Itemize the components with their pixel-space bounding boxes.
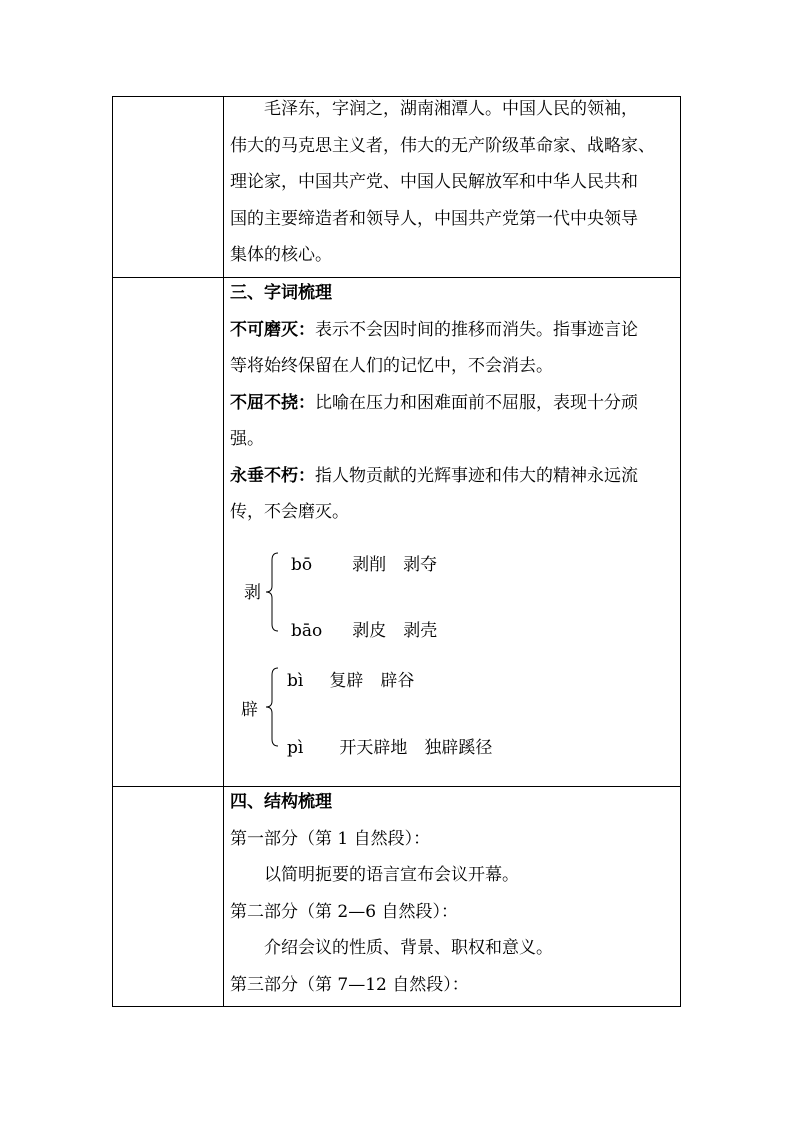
polyphone-group xyxy=(244,548,544,644)
section-heading: 三、字词梳理 xyxy=(230,283,332,303)
table-border-left xyxy=(112,96,113,1007)
reading-words: 剥削 剥夺 xyxy=(352,555,438,575)
word-term: 不屈不挠： xyxy=(230,392,315,413)
structure-desc: 以简明扼要的语言宣布会议开幕。 xyxy=(264,865,519,885)
word-definition: 表示不会因时间的推移而消失。指事迹言论 xyxy=(315,319,638,340)
table-column-divider xyxy=(223,96,224,1007)
intro-line: 伟大的马克思主义者，伟大的无产阶级革命家、战略家、 xyxy=(230,135,655,156)
structure-part: 第二部分（第 2—6 自然段）： xyxy=(230,901,458,922)
reading-line xyxy=(291,616,437,641)
word-definition-cont: 强。 xyxy=(230,429,264,449)
left-brace xyxy=(264,667,280,747)
structure-desc: 介绍会议的性质、背景、职权和意义。 xyxy=(264,938,553,958)
reading-words: 复辟 辟谷 xyxy=(329,671,415,691)
word-term: 永垂不朽： xyxy=(230,465,315,486)
word-definition: 比喻在压力和困难面前不屈服，表现十分顽 xyxy=(315,392,638,413)
intro-line: 毛泽东，字润之，湖南湘潭人。中国人民的领袖， xyxy=(264,99,638,119)
intro-line: 集体的核心。 xyxy=(230,245,332,265)
pinyin: bāo xyxy=(291,621,323,641)
section-heading: 四、结构梳理 xyxy=(230,792,332,812)
table-border-right xyxy=(680,96,681,1007)
table-border-bottom xyxy=(112,1006,681,1007)
polyphone-char: 辟 xyxy=(241,700,258,720)
word-term: 不可磨灭： xyxy=(230,319,315,340)
word-entry xyxy=(230,458,676,495)
word-definition: 指人物贡献的光辉事迹和伟大的精神永远流 xyxy=(315,465,638,486)
intro-line: 理论家，中国共产党、中国人民解放军和中华人民共和 xyxy=(230,172,638,192)
pinyin: bì xyxy=(287,671,304,691)
reading-line xyxy=(287,666,414,691)
left-brace xyxy=(264,552,280,632)
polyphone-group xyxy=(241,663,561,759)
structure-part: 第一部分（第 1 自然段）： xyxy=(230,828,431,849)
word-entry xyxy=(230,385,676,422)
word-entry xyxy=(230,312,676,349)
structure-cell xyxy=(230,784,676,1003)
words-cell xyxy=(230,275,676,531)
reading-line xyxy=(291,550,437,575)
pinyin: bō xyxy=(291,555,313,575)
polyphone-char: 剥 xyxy=(244,583,261,603)
reading-words: 开天辟地 独辟蹊径 xyxy=(339,738,493,758)
pinyin: pì xyxy=(287,738,304,758)
reading-words: 剥皮 剥壳 xyxy=(352,621,438,641)
reading-line xyxy=(287,733,492,758)
intro-line: 国的主要缔造者和领导人，中国共产党第一代中央领导 xyxy=(230,208,638,229)
intro-cell xyxy=(230,91,676,274)
structure-part: 第三部分（第 7—12 自然段）： xyxy=(230,974,469,995)
word-definition-cont: 传，不会磨灭。 xyxy=(230,502,349,522)
word-definition-cont: 等将始终保留在人们的记忆中，不会消去。 xyxy=(230,356,553,376)
